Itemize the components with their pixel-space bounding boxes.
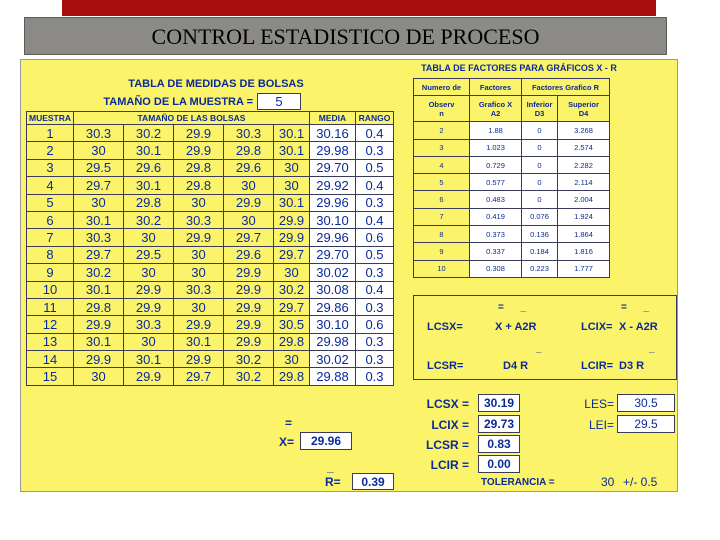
factor-cell: 2.004 <box>558 191 610 208</box>
factor-cell: 0.184 <box>522 243 558 260</box>
top-accent-bar <box>62 0 656 16</box>
table-row <box>27 177 394 194</box>
factor-cell: 0.373 <box>470 226 522 243</box>
measurement-cell: 30.2 <box>74 264 124 281</box>
measurement-cell: 29.9 <box>174 351 224 368</box>
table-row <box>414 174 610 191</box>
result-lcsx-value: 30.19 <box>478 394 520 412</box>
measurement-cell: 29.9 <box>124 368 174 385</box>
factor-cell: 9 <box>414 243 470 260</box>
xbar-overline: = <box>285 416 293 430</box>
factor-cell: 0 <box>522 156 558 173</box>
factors-header-cell: Factores Grafico R <box>522 79 610 96</box>
measurement-cell: 29.9 <box>124 298 174 315</box>
formula-lcsx-expr: X + A2R <box>495 321 537 333</box>
table-row <box>27 229 394 246</box>
measurement-cell: 29.9 <box>224 333 274 350</box>
range-cell: 0.4 <box>356 211 394 228</box>
measurement-cell: 30.1 <box>174 333 224 350</box>
factor-cell: 6 <box>414 191 470 208</box>
mean-cell: 30.16 <box>310 125 356 142</box>
mean-cell: 29.70 <box>310 159 356 176</box>
measurement-cell: 29.9 <box>224 298 274 315</box>
sample-number-cell: 9 <box>27 264 74 281</box>
measurement-cell: 29.9 <box>224 194 274 211</box>
sample-number-cell: 15 <box>27 368 74 385</box>
result-lcir-label: LCIR = <box>430 458 469 472</box>
sample-number-cell: 4 <box>27 177 74 194</box>
table-row <box>27 159 394 176</box>
mean-cell: 29.98 <box>310 333 356 350</box>
measurement-cell: 30 <box>274 351 310 368</box>
range-cell: 0.3 <box>356 351 394 368</box>
measurement-cell: 29.8 <box>274 368 310 385</box>
measurement-cell: 30 <box>74 142 124 159</box>
factor-cell: 2.114 <box>558 174 610 191</box>
factors-header-row <box>414 79 610 96</box>
table-row <box>27 246 394 263</box>
measurement-cell: 30.3 <box>224 125 274 142</box>
factor-cell: 0.337 <box>470 243 522 260</box>
table-row <box>414 260 610 277</box>
factor-cell: 1.816 <box>558 243 610 260</box>
range-cell: 0.4 <box>356 125 394 142</box>
result-lcsx-label: LCSX = <box>426 397 469 411</box>
tolerance-label: TOLERANCIA = <box>481 477 555 488</box>
measurement-cell: 30.1 <box>274 194 310 211</box>
table-row <box>27 298 394 315</box>
measurement-cell: 29.8 <box>174 177 224 194</box>
measurement-cell: 29.7 <box>74 246 124 263</box>
lei-label: LEI= <box>588 418 614 432</box>
formula-lcix-expr: X - A2R <box>619 321 658 333</box>
measurement-cell: 30 <box>174 246 224 263</box>
factor-cell: 0.419 <box>470 208 522 225</box>
measurement-cell: 30 <box>224 177 274 194</box>
factors-table <box>413 78 610 278</box>
mean-cell: 29.70 <box>310 246 356 263</box>
sample-number-cell: 11 <box>27 298 74 315</box>
range-cell: 0.3 <box>356 333 394 350</box>
formula-lcix-bar: = _ <box>621 302 650 313</box>
factor-cell: 0.136 <box>522 226 558 243</box>
measurement-cell: 30 <box>224 211 274 228</box>
measurement-cell: 30.3 <box>174 281 224 298</box>
table-row <box>27 281 394 298</box>
result-lcix-label: LCIX = <box>431 418 469 432</box>
range-cell: 0.6 <box>356 316 394 333</box>
table-row <box>27 264 394 281</box>
les-value: 30.5 <box>617 394 675 412</box>
factor-cell: 7 <box>414 208 470 225</box>
factors-header-cell <box>414 96 470 122</box>
measurement-cell: 29.9 <box>224 281 274 298</box>
range-cell: 0.3 <box>356 194 394 211</box>
slide-title: CONTROL ESTADISTICO DE PROCESO <box>24 17 667 55</box>
mean-cell: 30.10 <box>310 211 356 228</box>
factor-cell: 0.729 <box>470 156 522 173</box>
factor-cell: 3.268 <box>558 122 610 139</box>
measurement-cell: 29.6 <box>224 159 274 176</box>
result-lcsr-value: 0.83 <box>478 435 520 453</box>
factor-cell: 2.574 <box>558 139 610 156</box>
measurement-cell: 30.1 <box>74 281 124 298</box>
measurements-table <box>26 111 394 386</box>
measurement-cell: 29.7 <box>274 246 310 263</box>
factor-cell: 2.282 <box>558 156 610 173</box>
rbar-overline: _ <box>327 460 334 474</box>
table-row <box>414 226 610 243</box>
sample-size-value: 5 <box>257 93 301 110</box>
measurement-cell: 30.1 <box>124 351 174 368</box>
factors-header-cell: Numero de <box>414 79 470 96</box>
measurement-cell: 30 <box>174 194 224 211</box>
measurement-cell: 30.2 <box>274 281 310 298</box>
formula-lcir-bar: _ <box>649 343 655 354</box>
factor-cell: 5 <box>414 174 470 191</box>
measurement-cell: 29.7 <box>174 368 224 385</box>
spreadsheet-area <box>20 59 678 492</box>
range-cell: 0.5 <box>356 246 394 263</box>
header-sample: MUESTRA <box>27 112 74 125</box>
factor-cell: 4 <box>414 156 470 173</box>
measurement-cell: 30.1 <box>74 211 124 228</box>
table-row <box>27 125 394 142</box>
table-row <box>27 333 394 350</box>
factor-cell: 0 <box>522 191 558 208</box>
sample-number-cell: 1 <box>27 125 74 142</box>
tolerance-value: 30 <box>601 475 615 489</box>
formula-lcsr-bar: _ <box>536 343 542 354</box>
formula-lcix-label: LCIX= <box>581 321 613 333</box>
factors-header-line: Inferior <box>526 99 553 109</box>
measurement-cell: 30.2 <box>124 125 174 142</box>
measurement-cell: 30 <box>124 333 174 350</box>
factors-header-symbol: n <box>439 108 444 118</box>
factors-header-symbol: A2 <box>490 108 501 118</box>
table-row <box>414 208 610 225</box>
measurement-cell: 29.6 <box>224 246 274 263</box>
sample-number-cell: 7 <box>27 229 74 246</box>
measurement-cell: 30.2 <box>224 351 274 368</box>
formula-lcsr-label: LCSR= <box>427 360 464 372</box>
mean-cell: 30.02 <box>310 351 356 368</box>
table-row <box>27 368 394 385</box>
measurement-cell: 30 <box>74 368 124 385</box>
formula-lcsx-label: LCSX= <box>427 321 463 333</box>
sample-number-cell: 5 <box>27 194 74 211</box>
range-cell: 0.3 <box>356 368 394 385</box>
factors-header-line: Grafico X <box>478 99 513 109</box>
mean-cell: 29.96 <box>310 229 356 246</box>
result-lcix-value: 29.73 <box>478 415 520 433</box>
measurement-cell: 30 <box>274 264 310 281</box>
mean-cell: 29.92 <box>310 177 356 194</box>
measurement-cell: 30.1 <box>274 125 310 142</box>
factors-header-cell <box>558 96 610 122</box>
measurement-cell: 29.8 <box>124 194 174 211</box>
rbar-value: 0.39 <box>352 473 394 490</box>
range-cell: 0.4 <box>356 177 394 194</box>
formula-lcsr-expr: D4 R <box>503 360 529 372</box>
mean-cell: 30.08 <box>310 281 356 298</box>
measurement-cell: 29.9 <box>224 264 274 281</box>
mean-cell: 29.86 <box>310 298 356 315</box>
table-row <box>414 122 610 139</box>
sample-number-cell: 13 <box>27 333 74 350</box>
factors-header-row <box>414 96 610 122</box>
sample-number-cell: 12 <box>27 316 74 333</box>
measurement-cell: 30 <box>74 194 124 211</box>
measurement-cell: 30.3 <box>174 211 224 228</box>
result-lcsr-label: LCSR = <box>425 438 469 452</box>
table-row <box>27 316 394 333</box>
range-cell: 0.6 <box>356 229 394 246</box>
rbar-label: R= <box>325 475 341 489</box>
formula-lcir-label: LCIR= <box>581 360 614 372</box>
factor-cell: 1.864 <box>558 226 610 243</box>
measurement-cell: 30.3 <box>74 125 124 142</box>
factor-cell: 1.777 <box>558 260 610 277</box>
factor-cell: 1.023 <box>470 139 522 156</box>
measurement-cell: 29.8 <box>74 298 124 315</box>
measurement-cell: 29.6 <box>124 159 174 176</box>
mean-cell: 29.98 <box>310 142 356 159</box>
measurement-cell: 29.9 <box>124 281 174 298</box>
factors-header-line: Observ <box>428 99 455 109</box>
factors-header-cell: Factores <box>470 79 522 96</box>
measurement-cell: 29.7 <box>74 177 124 194</box>
result-lcir-value: 0.00 <box>478 455 520 473</box>
range-cell: 0.3 <box>356 298 394 315</box>
header-mean: MEDIA <box>310 112 356 125</box>
main-table-title: TABLA DE MEDIDAS DE BOLSAS <box>128 78 304 90</box>
measurement-cell: 30.1 <box>274 142 310 159</box>
factor-cell: 10 <box>414 260 470 277</box>
factor-cell: 0 <box>522 139 558 156</box>
factors-table-title: TABLA DE FACTORES PARA GRÁFICOS X - R <box>421 63 617 73</box>
measurement-cell: 29.9 <box>174 142 224 159</box>
range-cell: 0.3 <box>356 142 394 159</box>
sample-number-cell: 3 <box>27 159 74 176</box>
factor-cell: 1.924 <box>558 208 610 225</box>
formula-lcsx-bar: = _ <box>498 302 527 313</box>
factors-header-symbol: D3 <box>534 108 545 118</box>
factor-cell: 0.076 <box>522 208 558 225</box>
les-label: LES= <box>584 397 614 411</box>
measurements-header-row <box>27 112 394 125</box>
sample-number-cell: 2 <box>27 142 74 159</box>
xbar-label: X= <box>279 435 295 449</box>
measurement-cell: 30 <box>124 264 174 281</box>
range-cell: 0.5 <box>356 159 394 176</box>
measurement-cell: 29.9 <box>174 125 224 142</box>
measurement-cell: 29.7 <box>274 298 310 315</box>
sample-number-cell: 8 <box>27 246 74 263</box>
header-range: RANGO <box>356 112 394 125</box>
measurement-cell: 30.3 <box>124 316 174 333</box>
measurement-cell: 29.8 <box>174 159 224 176</box>
measurement-cell: 30.1 <box>124 142 174 159</box>
measurement-cell: 29.8 <box>224 142 274 159</box>
measurement-cell: 29.9 <box>174 316 224 333</box>
lei-value: 29.5 <box>617 415 675 433</box>
table-row <box>27 351 394 368</box>
table-row <box>414 191 610 208</box>
measurement-cell: 29.9 <box>74 316 124 333</box>
factor-cell: 0 <box>522 174 558 191</box>
mean-cell: 30.10 <box>310 316 356 333</box>
mean-cell: 29.96 <box>310 194 356 211</box>
measurement-cell: 30.1 <box>74 333 124 350</box>
factor-cell: 2 <box>414 122 470 139</box>
sample-number-cell: 6 <box>27 211 74 228</box>
measurement-cell: 29.5 <box>74 159 124 176</box>
factor-cell: 0.308 <box>470 260 522 277</box>
table-row <box>414 156 610 173</box>
measurement-cell: 29.9 <box>174 229 224 246</box>
measurement-cell: 30.2 <box>124 211 174 228</box>
measurement-cell: 29.9 <box>274 229 310 246</box>
measurement-cell: 29.9 <box>274 211 310 228</box>
factors-header-symbol: D4 <box>578 108 589 118</box>
mean-cell: 29.88 <box>310 368 356 385</box>
measurement-cell: 30.1 <box>124 177 174 194</box>
table-row <box>27 142 394 159</box>
measurement-cell: 29.7 <box>224 229 274 246</box>
measurement-cell: 29.9 <box>74 351 124 368</box>
measurement-cell: 30 <box>274 159 310 176</box>
sample-size-label: TAMAÑO DE LA MUESTRA = <box>103 96 253 108</box>
factor-cell: 8 <box>414 226 470 243</box>
factor-cell: 1.88 <box>470 122 522 139</box>
measurement-cell: 30 <box>124 229 174 246</box>
table-row <box>414 243 610 260</box>
mean-cell: 30.02 <box>310 264 356 281</box>
measurement-cell: 29.9 <box>224 316 274 333</box>
measurement-cell: 30 <box>174 264 224 281</box>
table-row <box>27 194 394 211</box>
table-row <box>414 139 610 156</box>
measurement-cell: 29.8 <box>274 333 310 350</box>
measurement-cell: 30.5 <box>274 316 310 333</box>
factor-cell: 0.483 <box>470 191 522 208</box>
table-row <box>27 211 394 228</box>
factor-cell: 0.223 <box>522 260 558 277</box>
measurement-cell: 30 <box>174 298 224 315</box>
range-cell: 0.4 <box>356 281 394 298</box>
factor-cell: 0.577 <box>470 174 522 191</box>
header-bag-size: TAMAÑO DE LAS BOLSAS <box>74 112 310 125</box>
factors-header-cell <box>522 96 558 122</box>
range-cell: 0.3 <box>356 264 394 281</box>
measurement-cell: 30.2 <box>224 368 274 385</box>
factor-cell: 0 <box>522 122 558 139</box>
tolerance-range: +/- 0.5 <box>623 475 658 489</box>
formula-lcir-expr: D3 R <box>619 360 645 372</box>
sample-number-cell: 10 <box>27 281 74 298</box>
sample-number-cell: 14 <box>27 351 74 368</box>
measurement-cell: 30.3 <box>74 229 124 246</box>
measurement-cell: 30 <box>274 177 310 194</box>
xbar-value: 29.96 <box>300 432 352 450</box>
factor-cell: 3 <box>414 139 470 156</box>
measurement-cell: 29.5 <box>124 246 174 263</box>
factors-header-cell <box>470 96 522 122</box>
factors-header-line: Superior <box>568 99 599 109</box>
